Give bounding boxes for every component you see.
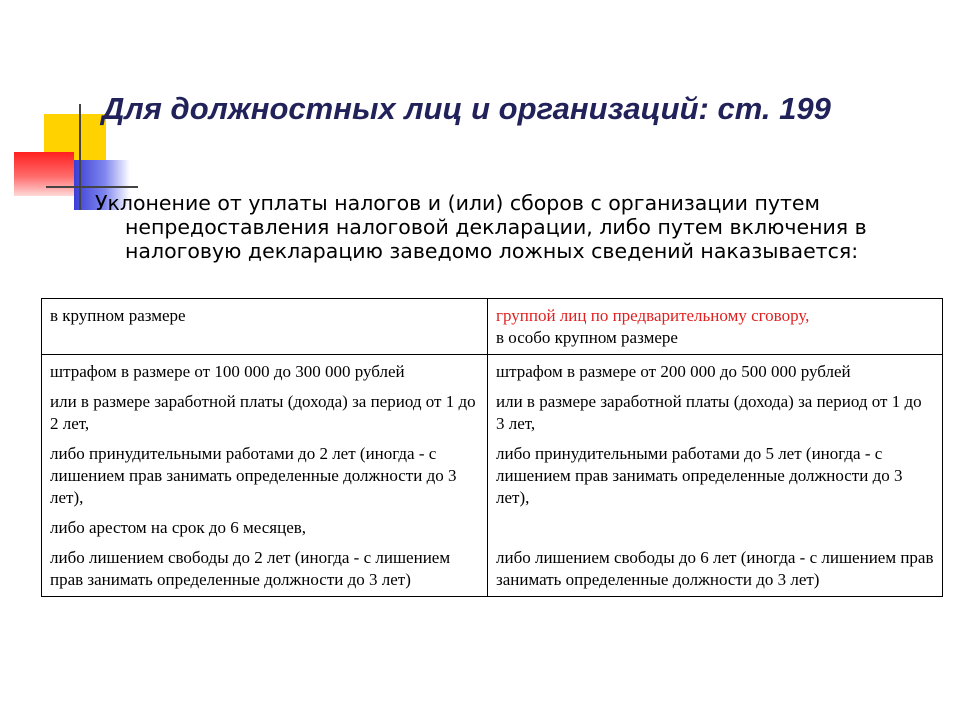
header-large-scale [42,299,488,355]
slide-title: Для должностных лиц и организаций: ст. 199 [102,91,831,126]
penalty-fine: штрафом в размере от 200 000 до 500 000 рублей [496,362,851,381]
intro-text [95,191,945,263]
penalty-table [41,298,943,597]
penalty-imprisonment: либо лишением свободы до 6 лет (иногда - с лишением прав занимать определенные должности до 3 лет) [496,548,934,589]
penalty-salary: или в размере заработной платы (дохода) за период от 1 до 2 лет, [50,392,476,433]
header-especially-large-label: в особо крупном размере [496,328,678,347]
decor-vertical-line [79,104,81,210]
penalty-arrest: либо арестом на срок до 6 месяцев, [50,518,307,537]
penalties-large-scale [42,355,488,597]
table-row [42,355,943,597]
empty-spacer [496,517,934,539]
decor-horizontal-line [46,186,138,188]
decor-red-square [14,152,74,196]
header-large-scale-label: в крупном размере [50,306,186,325]
intro-first-line: Уклонение от уплаты налогов и (или) сборов с организации путем [95,191,820,215]
header-group-conspiracy-label: группой лиц по предварительному сговору, [496,306,810,325]
header-especially-large-scale [488,299,943,355]
penalty-fine: штрафом в размере от 100 000 до 300 000 рублей [50,362,405,381]
table-header-row [42,299,943,355]
penalty-imprisonment: либо лишением свободы до 2 лет (иногда - с лишением прав занимать определенные должности до 3 лет) [50,548,451,589]
penalty-forced-labor: либо принудительными работами до 2 лет (иногда - с лишением прав занимать определенные должности до 3 лет), [50,444,457,507]
penalties-especially-large-scale [488,355,943,597]
penalty-salary: или в размере заработной платы (дохода) за период от 1 до 3 лет, [496,392,922,433]
penalty-forced-labor: либо принудительными работами до 5 лет (иногда - с лишением прав занимать определенные должности до 3 лет), [496,444,903,507]
intro-rest: непредоставления налоговой декларации, либо путем включения в налоговую декларацию заведомо ложных сведений наказывается: [125,215,867,263]
